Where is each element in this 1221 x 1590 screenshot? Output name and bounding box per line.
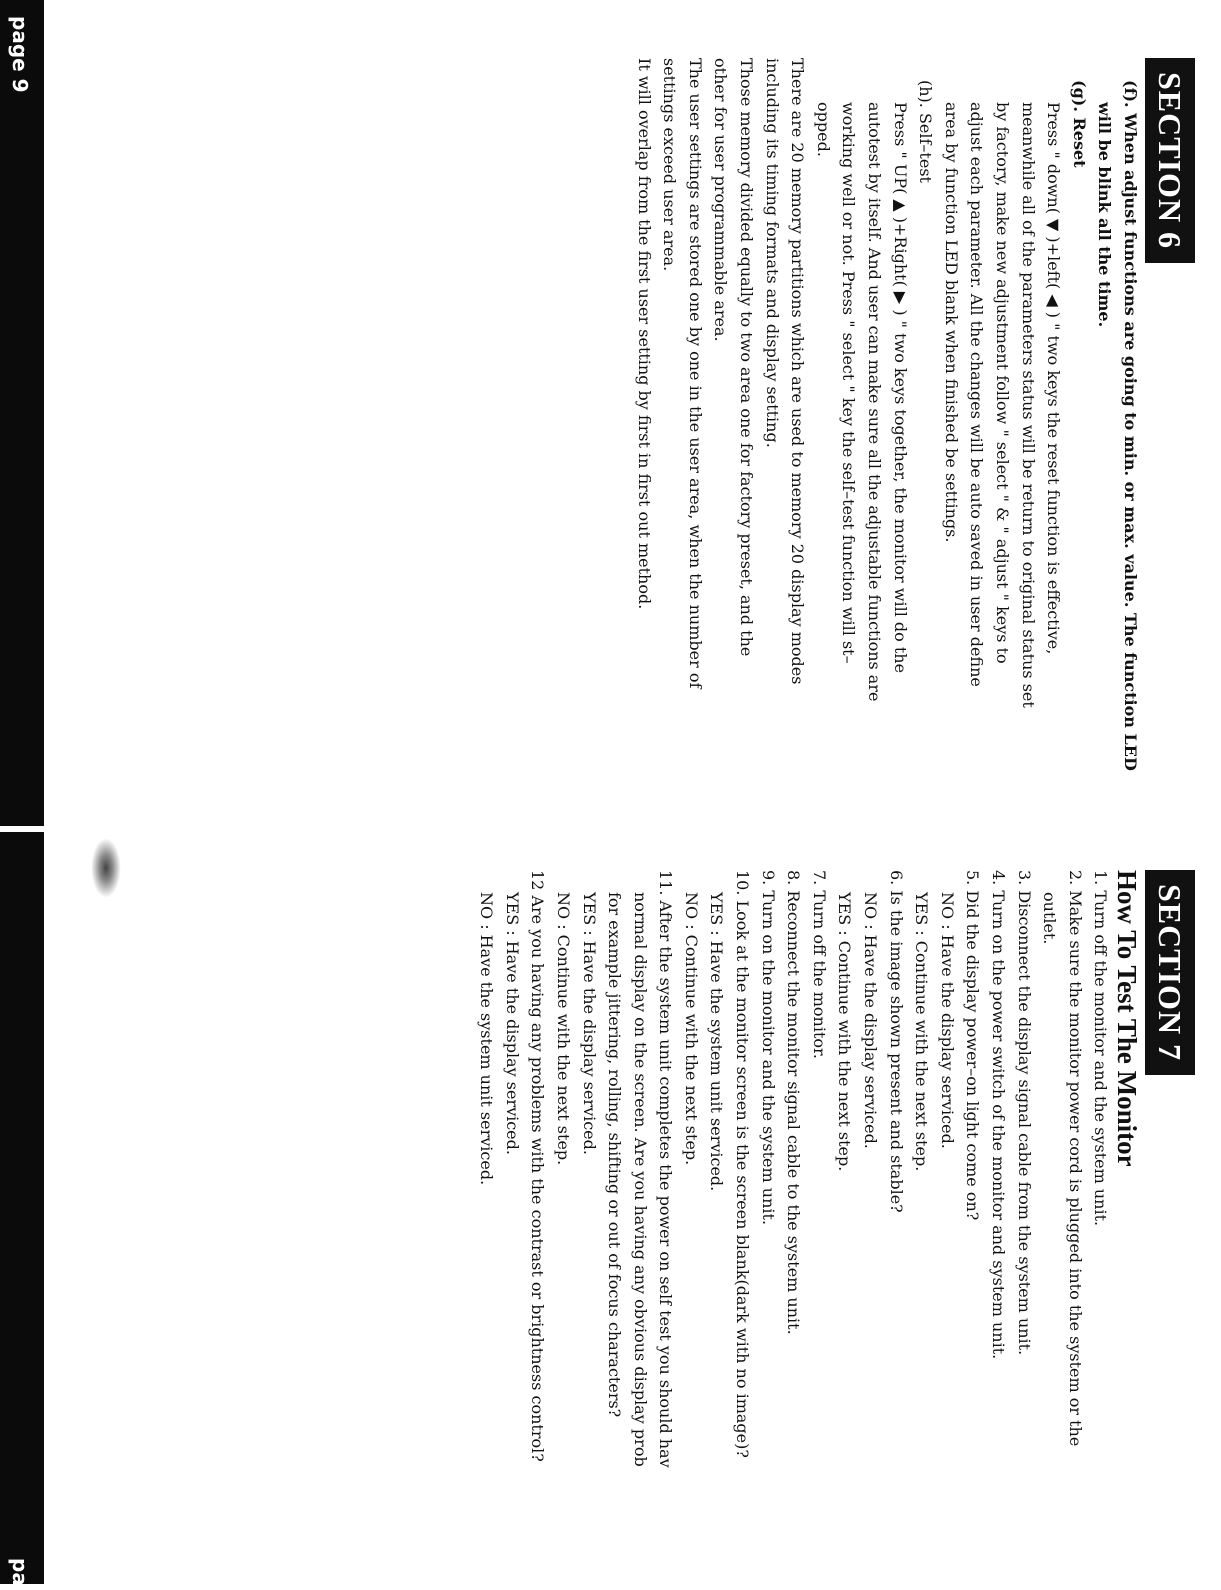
step-line: 4. Turn on the power switch of the monitor and system unit. <box>989 870 1009 1360</box>
section-6-banner: SECTION 6 <box>1145 58 1195 263</box>
reset-line4: adjust each parameter. All the changes will be auto saved in user define <box>967 102 987 687</box>
answer-line: NO : Have the display serviced. <box>861 892 881 1149</box>
reset-line5: area by function LED blank when finished be settings. <box>941 102 961 543</box>
section-6-text <box>631 58 1143 838</box>
step-line: 12 Are you having any problems with the contrast or brightness control? <box>528 870 548 1462</box>
step-line: 5. Did the display power–on light come on? <box>963 870 983 1221</box>
answer-line: NO : Continue with the next step. <box>553 892 573 1166</box>
section-7-banner: SECTION 7 <box>1145 870 1195 1075</box>
step-line: outlet. <box>1040 892 1060 945</box>
step-line: normal display on the screen. Are you having any obvious display prob <box>630 892 650 1467</box>
answer-line: YES : Have the display serviced. <box>579 892 599 1155</box>
memory-line4: other for user programmable area. <box>711 58 731 342</box>
answer-line: YES : Have the system unit serviced. <box>707 892 727 1192</box>
selftest-line1: Press " UP( ▲ )+Right( ▶ ) " two keys together, the monitor will do the <box>890 102 910 674</box>
memory-line3: Those memory divided equally to two area one for factory preset, and the <box>737 58 757 657</box>
step-line: 7. Turn off the monitor. <box>809 870 829 1060</box>
step-line: 3. Disconnect the display signal cable from the system unit. <box>1014 870 1034 1356</box>
footer-bar <box>0 0 44 1584</box>
memory-line6: settings exceed user area. <box>660 58 680 272</box>
answer-line: YES : Continue with the next step. <box>912 892 932 1172</box>
test-monitor-heading: How To Test The Monitor <box>1112 870 1142 1167</box>
memory-line2: including its timing formats and display setting. <box>762 58 782 448</box>
memory-line1: There are 20 memory partitions which are used to memory 20 display modes <box>788 58 808 685</box>
selftest-line3: working well or not. Press " select " key the self–test function will st– <box>839 102 859 664</box>
selftest-line2: autotest by itself. And user can make sure all the adjustable functions are <box>865 102 885 702</box>
step-line: 10. Look at the monitor screen is the screen blank(dark with no image)? <box>733 870 753 1458</box>
answer-line: NO : Have the system unit serviced. <box>477 892 497 1186</box>
answer-line: NO : Continue with the next step. <box>681 892 701 1166</box>
memory-line5: The user settings are stored one by one in the user area, when the number of <box>685 58 705 689</box>
step-line: 11. After the system unit completes the power on self test you should hav <box>656 870 676 1468</box>
item-f-line2: will be blink all the time. <box>1095 102 1115 328</box>
item-f-line1: (f). When adjust functions are going to min. or max. value. The function LED <box>1121 80 1140 771</box>
scan-smudge <box>91 838 121 898</box>
answer-line: YES : Continue with the next step. <box>835 892 855 1172</box>
answer-line: NO : Have the display serviced. <box>937 892 957 1149</box>
step-line: 2. Make sure the monitor power cord is plugged into the system or the <box>1065 870 1085 1447</box>
item-h-heading: (h). Self–test <box>916 80 936 183</box>
selftest-line4: opped. <box>813 102 833 157</box>
item-g-heading: (g). Reset <box>1069 80 1089 168</box>
step-line: 1. Turn off the monitor and the system unit. <box>1091 870 1111 1227</box>
step-line: for example jittering, rolling, shifting or out of focus characters? <box>605 892 625 1418</box>
page-number-left: page 9 <box>8 16 32 93</box>
footer-separator <box>0 826 44 832</box>
step-line: 9. Turn on the monitor and the system unit. <box>758 870 778 1226</box>
section-7-text <box>474 870 1142 1590</box>
page-number-right: pa <box>8 1558 32 1586</box>
reset-line3: by factory, make new adjustment follow " select " & " adjust " keys to <box>993 102 1013 664</box>
answer-line: YES : Have the display serviced. <box>502 892 522 1155</box>
reset-line1: Press " down( ▼ )+left( ◀ ) " two keys the reset function is effective, <box>1044 102 1064 655</box>
step-line: 6. Is the image shown present and stable? <box>886 870 906 1213</box>
reset-line2: meanwhile all of the parameters status will be return to original status set <box>1018 102 1038 708</box>
memory-line7: It will overlap from the first user setting by first in first out method. <box>634 58 654 610</box>
step-line: 8. Reconnect the monitor signal cable to the system unit. <box>784 870 804 1335</box>
